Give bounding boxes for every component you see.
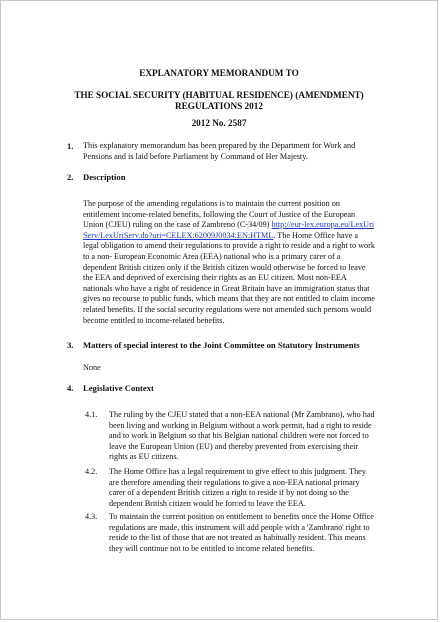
section-2-text-after: . The Home Office have a legal obligation to amend their regulations to provide a right to reside and a right to work to a non- European Economic Area (EEA) national who is a primary carer of a dependent British citizen only if the British citizen would otherwise be forced to leave the EEA and deprived of exercising their rights as an EU citizen. Most non-EEA nationals who have a right of residence in Great Britain have an immigration status that gives no recourse to public funds, which means that they are not entitled to claim income related benefits. If the social security regulations were not amended such persons would become entitled to income-related benefits. xyxy=(83,230,375,325)
item-4-3-number: 4.3. xyxy=(85,512,98,521)
regulations-title: THE SOCIAL SECURITY (HABITUAL RESIDENCE) (AMENDMENT) REGULATIONS 2012 xyxy=(74,90,364,111)
section-4-number: 4. xyxy=(67,383,74,393)
item-4-2-text: The Home Office has a legal requirement to give effect to this judgment. They are therefore amending their regulations to give a non-EEA national primary carer of a dependent British citizen a right to reside if by not doing so the dependent British citizen would be forced to leave the EEA. xyxy=(109,467,366,508)
memo-title: EXPLANATORY MEMORANDUM TO xyxy=(139,68,299,78)
eur-lex-link[interactable]: http://eur-lex.europa.eu/LexUriServ/LexUriServ.do?uri=CELEX:62009J0034:EN:HTML xyxy=(83,220,375,240)
section-4-title: Legislative Context xyxy=(83,383,154,393)
item-4-3-text: To maintain the current position on entitlement to benefits once the Home Office regulations are made, this instrument will add people with a 'Zambrano' right to reside to the list of those that are not treated as habitually resident. This means they will continue not to be entitled to income related benefits. xyxy=(109,512,374,553)
section-2-text-before: The purpose of the amending regulations is to maintain the current position on entitlement income-related benefits, following the Court of Justice of the European Union (CJEU) ruling on the case of Zambreno (C-34/09) xyxy=(83,199,356,230)
section-3-title: Matters of special interest to the Joint Committee on Statutory Instruments xyxy=(83,340,360,350)
item-4-1-text: The ruling by the CJEU stated that a non-EEA national (Mr Zambrano), who had been living and working in Belgium without a work permit, had a right to reside and to work in Belgium so that his Belgian national children were not forced to leave the European Union (EU) and thereby prevented from exercising their rights as EU citizens. xyxy=(109,410,375,462)
section-2-number: 2. xyxy=(67,172,74,182)
item-4-1-number: 4.1. xyxy=(85,410,98,419)
section-1-text: This explanatory memorandum has been prepared by the Department for Work and Pensions and is laid before Parliament by Command of Her Majesty. xyxy=(83,141,356,161)
si-number: 2012 No. 2587 xyxy=(191,118,247,128)
item-4-2-number: 4.2. xyxy=(85,467,98,476)
section-2-text xyxy=(83,199,375,326)
section-3-text: None xyxy=(83,363,101,372)
section-3-number: 3. xyxy=(67,340,74,350)
section-1-number: 1. xyxy=(67,141,74,151)
section-2-title: Description xyxy=(83,172,126,182)
